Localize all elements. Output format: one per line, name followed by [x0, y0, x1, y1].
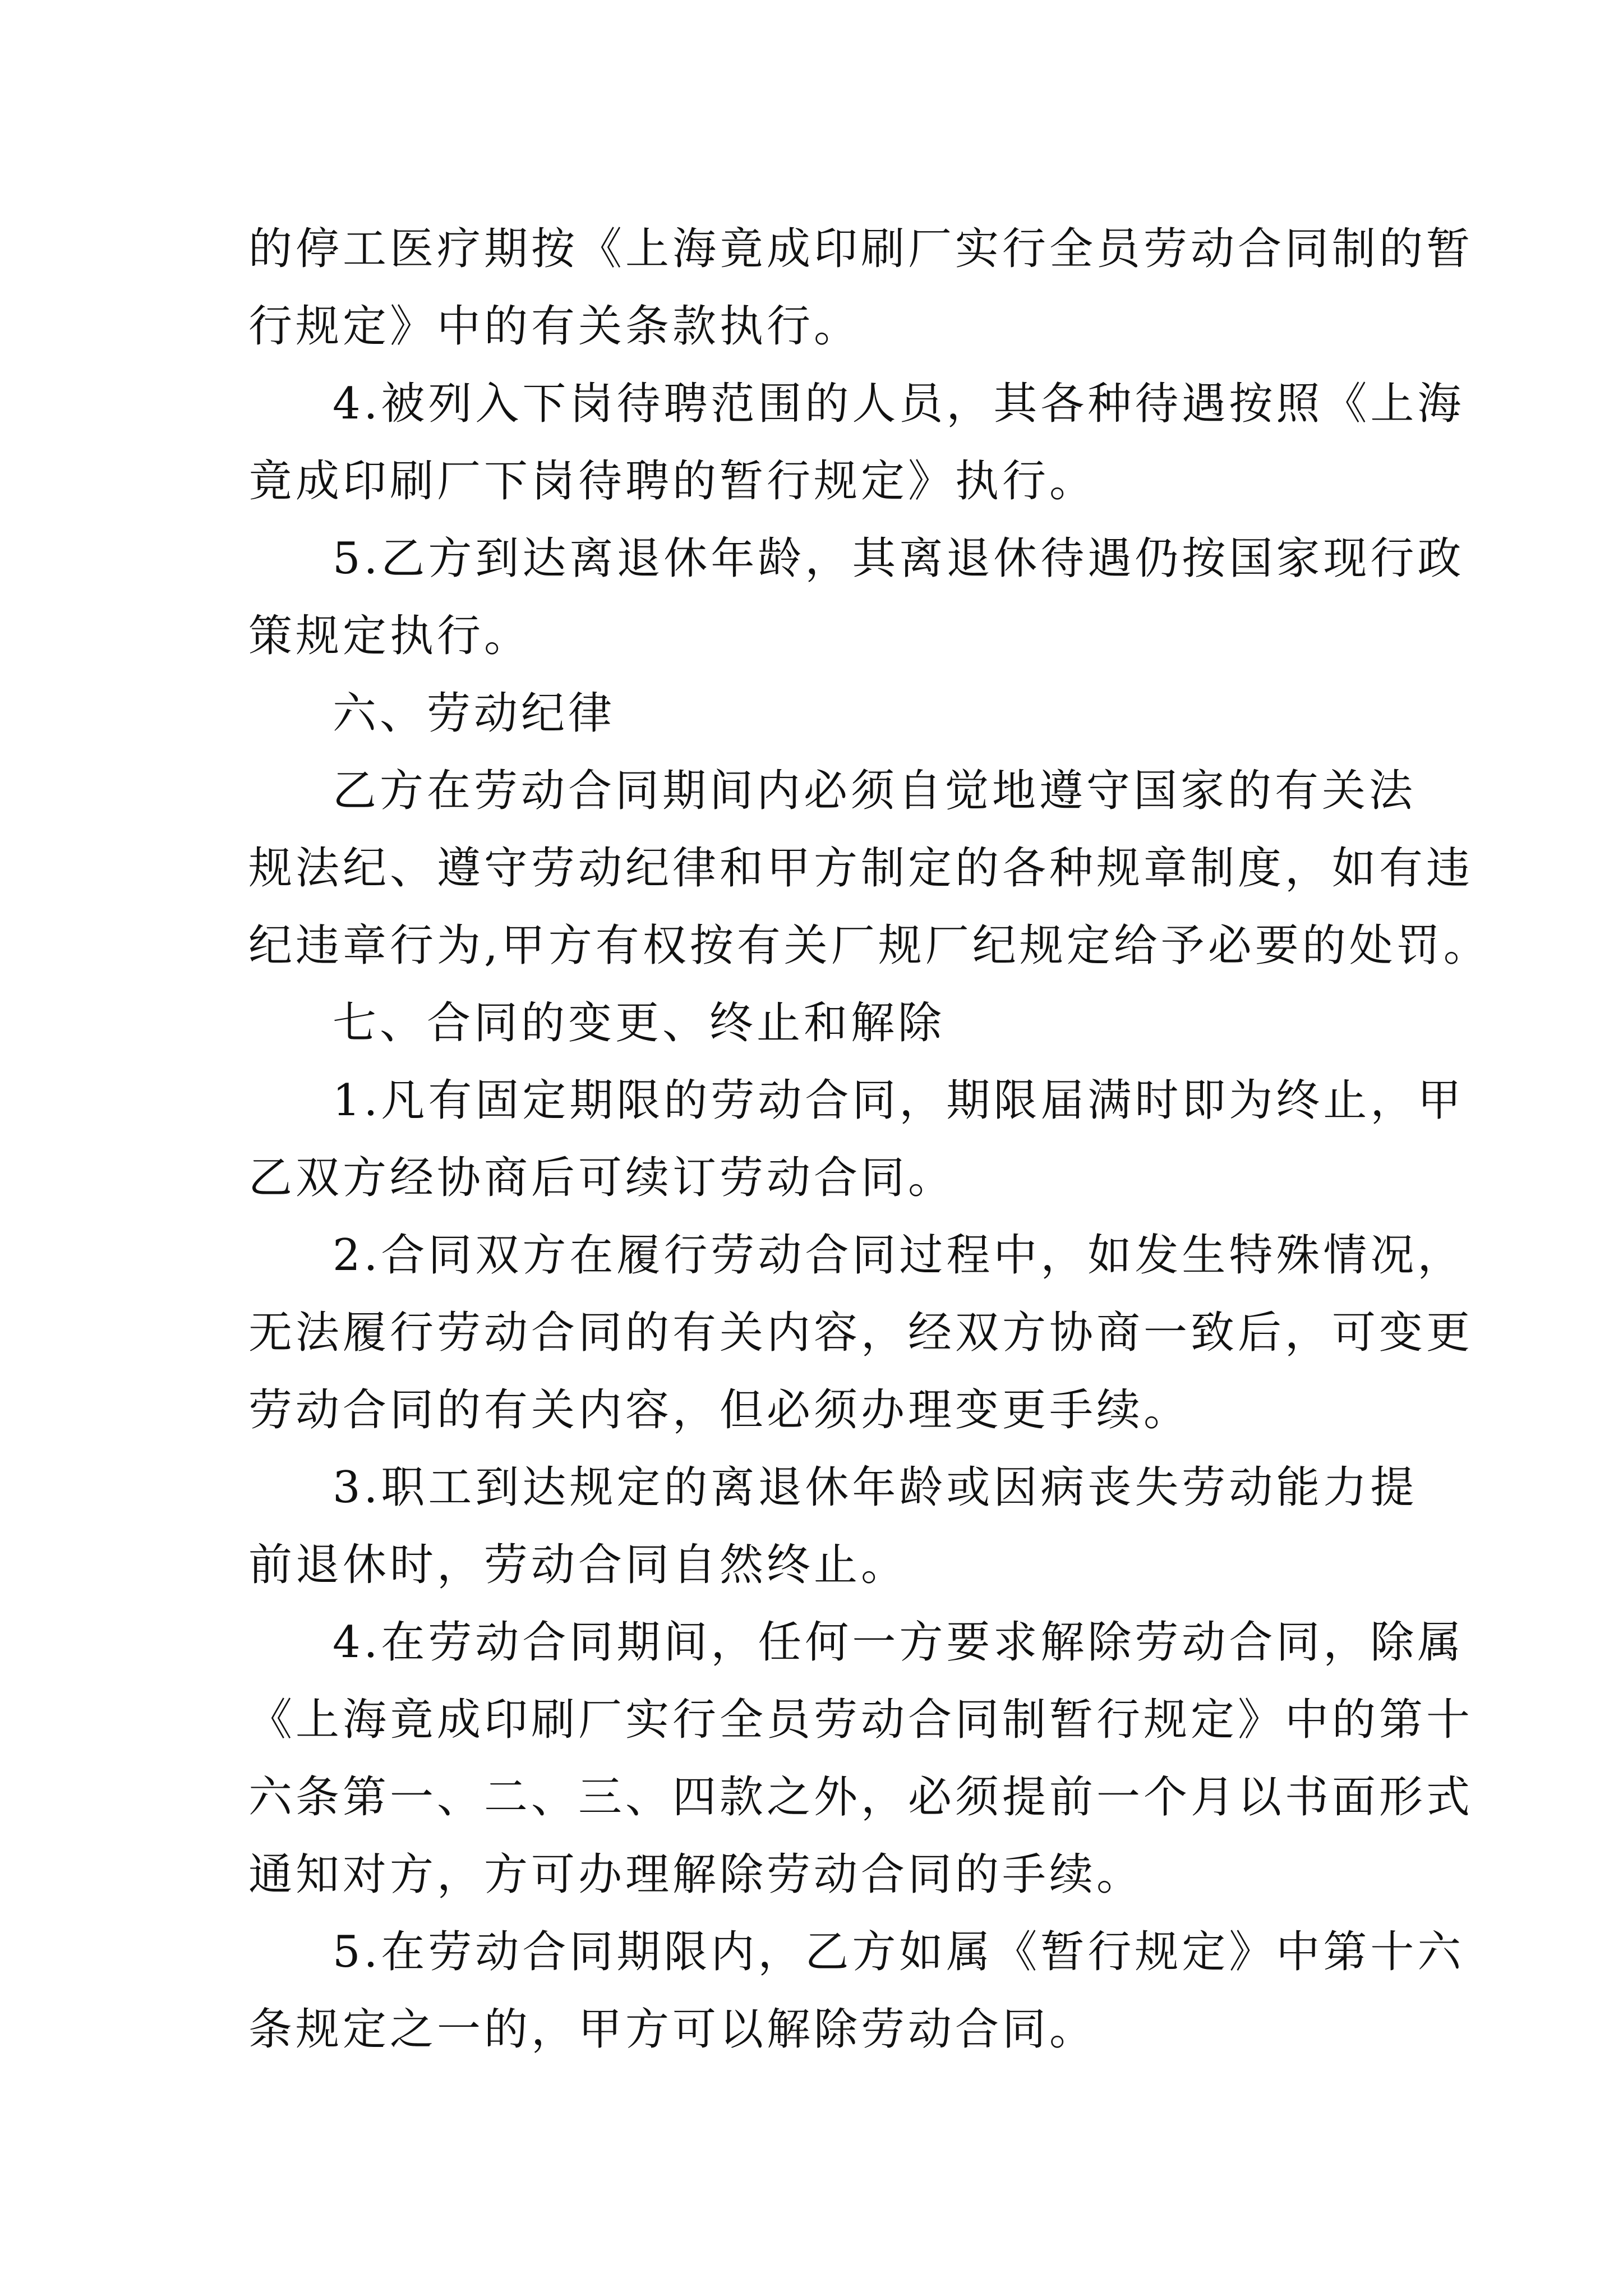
text-line: 3.职工到达规定的离退休年龄或因病丧失劳动能力提 — [333, 1462, 1418, 1513]
text-line: 《上海竟成印刷厂实行全员劳动合同制暂行规定》中的第十 — [248, 1695, 1474, 1745]
text-line: 乙双方经协商后可续订劳动合同。 — [248, 1153, 956, 1203]
text-line: 2.合同双方在履行劳动合同过程中，如发生特殊情况， — [333, 1230, 1465, 1281]
section-heading: 七、合同的变更、终止和解除 — [333, 998, 946, 1048]
section-heading: 六、劳动纪律 — [333, 688, 616, 739]
text-line: 纪违章行为,甲方有权按有关厂规厂纪规定给予必要的处罚。 — [248, 921, 1491, 971]
text-line: 4.被列入下岗待聘范围的人员，其各种待遇按照《上海 — [333, 379, 1465, 429]
text-line: 5.在劳动合同期限内，乙方如属《暂行规定》中第十六 — [333, 1927, 1465, 1977]
text-line: 4.在劳动合同期间，任何一方要求解除劳动合同，除属 — [333, 1617, 1465, 1668]
text-line: 无法履行劳动合同的有关内容，经双方协商一致后，可变更 — [248, 1308, 1474, 1358]
text-line: 竟成印刷厂下岗待聘的暂行规定》执行。 — [248, 456, 1097, 507]
text-line: 劳动合同的有关内容，但必须办理变更手续。 — [248, 1385, 1191, 1435]
text-line: 乙方在劳动合同期间内必须自觉地遵守国家的有关法 — [333, 766, 1417, 816]
text-line: 1.凡有固定期限的劳动合同，期限届满时即为终止，甲 — [333, 1075, 1465, 1126]
text-line: 条规定之一的，甲方可以解除劳动合同。 — [248, 2004, 1097, 2055]
text-line: 的停工医疗期按《上海竟成印刷厂实行全员劳动合同制的暂 — [248, 224, 1474, 274]
document-body — [248, 210, 1491, 2068]
text-line: 通知对方，方可办理解除劳动合同的手续。 — [248, 1849, 1144, 1900]
text-line: 规法纪、遵守劳动纪律和甲方制定的各种规章制度，如有违 — [248, 843, 1474, 894]
text-line: 前退休时，劳动合同自然终止。 — [248, 1540, 909, 1590]
text-line: 5.乙方到达离退休年龄，其离退休待遇仍按国家现行政 — [333, 533, 1465, 584]
text-line: 六条第一、二、三、四款之外，必须提前一个月以书面形式 — [248, 1772, 1474, 1823]
text-line: 行规定》中的有关条款执行。 — [248, 301, 861, 352]
text-line: 策规定执行。 — [248, 611, 532, 661]
